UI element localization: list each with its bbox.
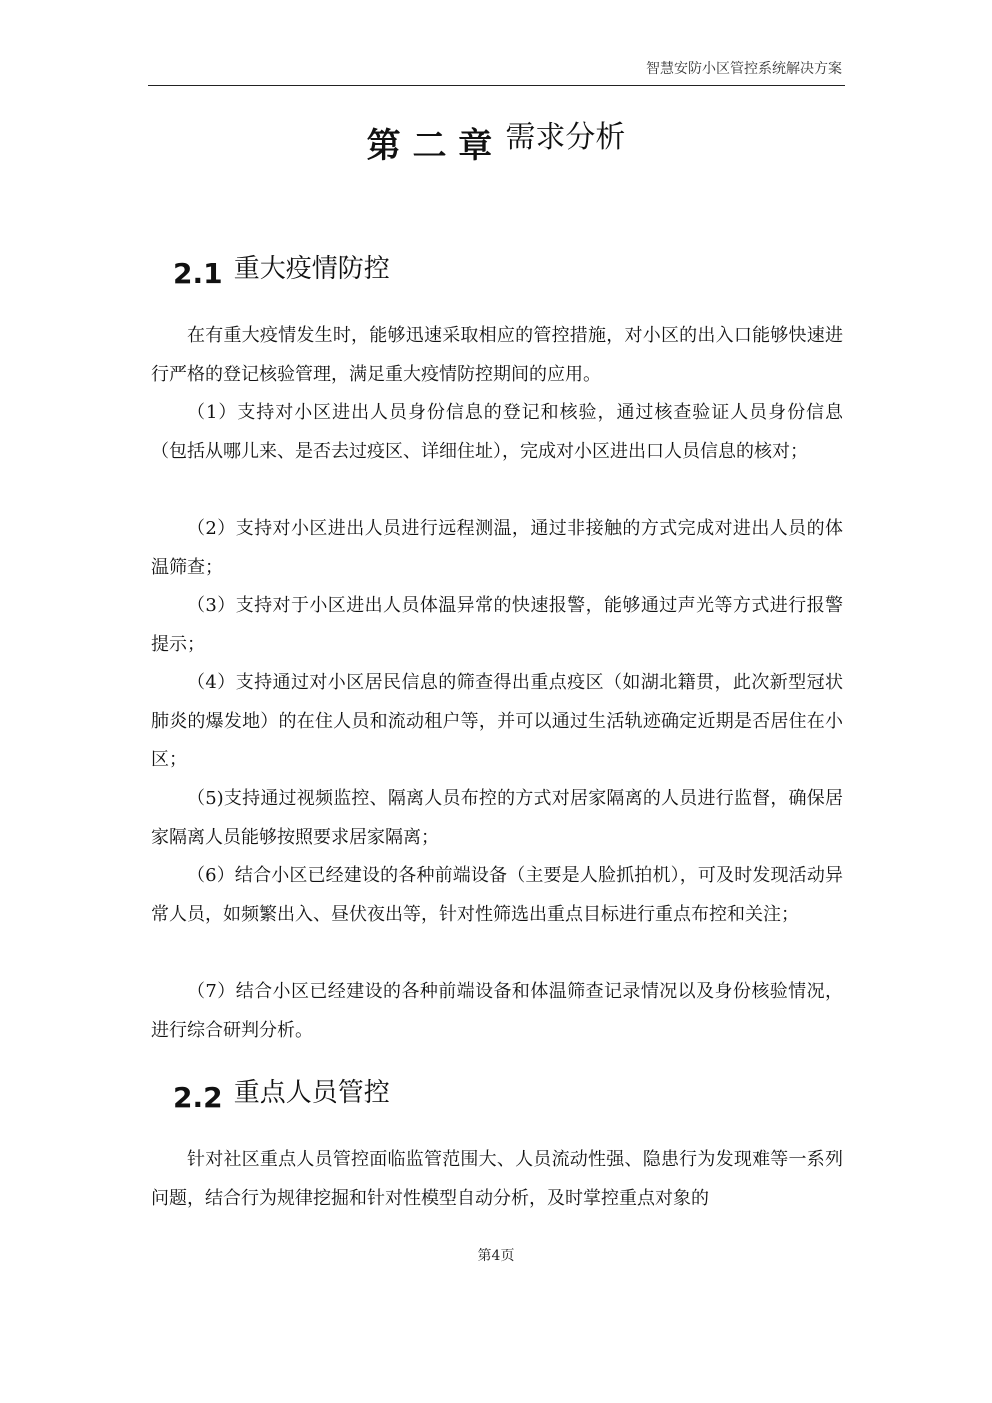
paragraph: 针对社区重点人员管控面临监管范围大、人员流动性强、隐患行为发现难等一系列问题，结合行为规律挖掘和针对性模型自动分析，及时掌控重点对象的	[151, 1149, 843, 1209]
section-title: 重点人员管控	[233, 1078, 390, 1108]
page-number: 第4页	[477, 1248, 515, 1264]
section-title: 重大疫情防控	[233, 254, 390, 284]
running-header: 智慧安防小区管控系统解决方案	[646, 61, 842, 77]
paragraph: （2）支持对小区进出人员进行远程测温，通过非接触的方式完成对进出人员的体温筛查；	[151, 518, 843, 578]
chapter-heading	[0, 118, 992, 167]
header-divider	[148, 85, 845, 86]
chapter-label: 第 二 章	[366, 126, 493, 166]
paragraph: （6）结合小区已经建设的各种前端设备（主要是人脸抓拍机），可及时发现活动异常人员，如频繁出入、昼伏夜出等，针对性筛选出重点目标进行重点布控和关注；	[151, 865, 843, 925]
paragraph: （1）支持对小区进出人员身份信息的登记和核验，通过核查验证人员身份信息（包括从哪儿来、是否去过疫区、详细住址），完成对小区进出口人员信息的核对；	[151, 402, 843, 462]
section-number: 2.1	[173, 257, 223, 290]
section-number: 2.2	[173, 1081, 223, 1114]
section-heading-2-1	[173, 254, 390, 291]
paragraph: （7）结合小区已经建设的各种前端设备和体温筛查记录情况以及身份核验情况，进行综合研判分析。	[151, 981, 843, 1041]
paragraph: （5)支持通过视频监控、隔离人员布控的方式对居家隔离的人员进行监督，确保居家隔离人员能够按照要求居家隔离；	[151, 788, 843, 848]
chapter-title: 需求分析	[505, 120, 626, 155]
section-heading-2-2	[173, 1078, 390, 1115]
paragraph: （3）支持对于小区进出人员体温异常的快速报警，能够通过声光等方式进行报警提示；	[151, 595, 843, 655]
paragraph: （4）支持通过对小区居民信息的筛查得出重点疫区（如湖北籍贯，此次新型冠状肺炎的爆发地）的在住人员和流动租户等，并可以通过生活轨迹确定近期是否居住在小区；	[151, 672, 843, 770]
paragraph: 在有重大疫情发生时，能够迅速采取相应的管控措施，对小区的出入口能够快速进行严格的登记核验管理，满足重大疫情防控期间的应用。	[151, 325, 843, 385]
